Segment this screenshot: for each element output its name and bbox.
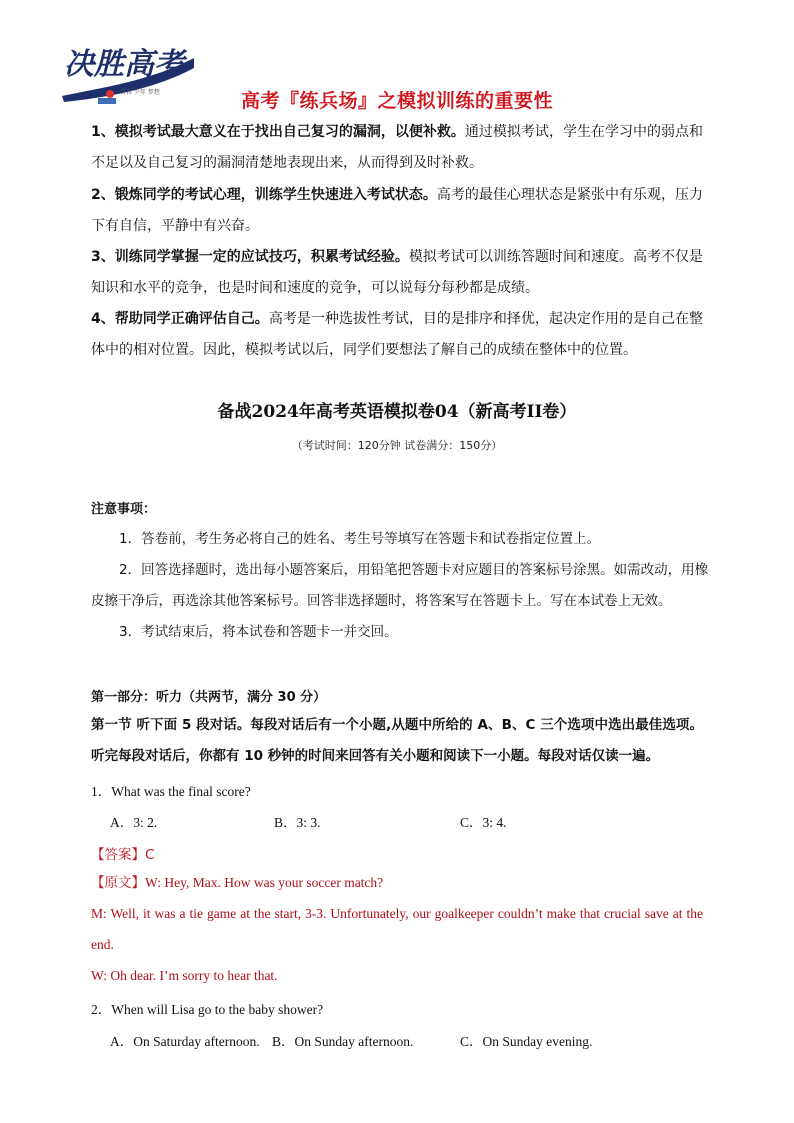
point-4-text: 高考是一种选拔性考试，目的是排序和择优，起决定作用的是自己在整体中的相对位置。因此，模拟考试以后，同学们要想法了解自己的成绩在整体中的位置。: [91, 311, 704, 358]
exam-subtitle: （考试时间：120分钟 试卷满分：150分）: [291, 439, 503, 452]
point-1-bold: 1、模拟考试最大意义在于找出自己复习的漏洞，以便补救。: [91, 124, 465, 140]
q1-answer: 【答案】C: [91, 847, 155, 863]
point-3-bold: 3、训练同学掌握一定的应试技巧，积累考试经验。: [91, 249, 409, 265]
point-1-text: 通过模拟考试，学生在学习中的弱点和不足以及自己复习的漏洞清楚地表现出来，从而得到及时补救。: [91, 124, 703, 171]
q1-script-line-2: M: Well, it was a tie game at the start, 3-3. Unfortunately, our goalkeeper couldn’t make that crucial save at the end.: [91, 906, 703, 952]
banner-title: 高考『练兵场』之模拟训练的重要性: [240, 90, 553, 112]
q1-script-text-1: W: Hey, Max. How was your soccer match?: [145, 875, 384, 890]
point-4-bold: 4、帮助同学正确评估自己。: [91, 311, 269, 327]
q2-option-c: C．On Sunday evening.: [460, 1034, 593, 1049]
q2-option-b: B．On Sunday afternoon.: [272, 1034, 414, 1049]
point-2-text: 高考的最佳心理状态是紧张中有乐观，压力下有自信，平静中有兴奋。: [91, 187, 703, 234]
q1-option-c: C．3: 4.: [460, 815, 507, 830]
point-2: [91, 180, 703, 242]
question-2: 2．When will Lisa go to the baby shower?: [91, 1002, 324, 1017]
notice-2: [91, 555, 711, 617]
point-1: [91, 117, 703, 179]
point-3-text: 模拟考试可以训练答题时间和速度。高考不仅是知识和水平的竞争，也是时间和速度的竞争，可以说每分每秒都是成绩。: [91, 249, 703, 296]
point-3: [91, 242, 703, 304]
notice-2-text: 2．回答选择题时，选出每小题答案后，用铅笔把答题卡对应题目的答案标号涂黑。如需改动，用橡皮擦干净后，再选涂其他答案标号。回答非选择题时，将答案写在答题卡上。写在本试卷上无效。: [91, 562, 709, 609]
q1-script-line-3: W: Oh dear. I’m sorry to hear that.: [91, 968, 278, 983]
question-1: 1．What was the final score?: [91, 784, 251, 799]
notice-heading: 注意事项：: [91, 502, 157, 517]
q1-option-b: B．3: 3.: [274, 815, 321, 830]
notice-1: [91, 524, 711, 555]
part-1-heading: 第一部分：听力（共两节，满分 30 分）: [91, 690, 327, 705]
section-1-instructions: 第一节 听下面 5 段对话。每段对话后有一个小题,从题中所给的 A、B、C 三个选项中选出最佳选项。听完每段对话后，你都有 10 秒钟的时间来回答有关小题和阅读下一小题。每段对话仅读一遍。: [91, 717, 703, 764]
q1-script-line-1: [91, 867, 703, 899]
q2-option-a: A．On Saturday afternoon.: [110, 1034, 260, 1049]
notice-1-text: 1．答卷前，考生务必将自己的姓名、考生号等填写在答题卡和试卷指定位置上。: [119, 531, 601, 547]
logo-small-text: 青春 少年 梦想: [120, 89, 160, 96]
point-2-bold: 2、锻炼同学的考试心理，训练学生快速进入考试状态。: [91, 187, 437, 203]
logo-main-text: 决胜高考: [64, 47, 184, 82]
notice-3: [91, 617, 711, 648]
notice-3-text: 3．考试结束后，将本试卷和答题卡一并交回。: [119, 624, 398, 640]
point-4: [91, 304, 703, 366]
q1-option-a: A．3: 2.: [110, 815, 158, 830]
q1-script-label: 【原文】: [91, 875, 145, 891]
exam-title: 备战2024年高考英语模拟卷04（新高考II卷）: [217, 402, 577, 422]
